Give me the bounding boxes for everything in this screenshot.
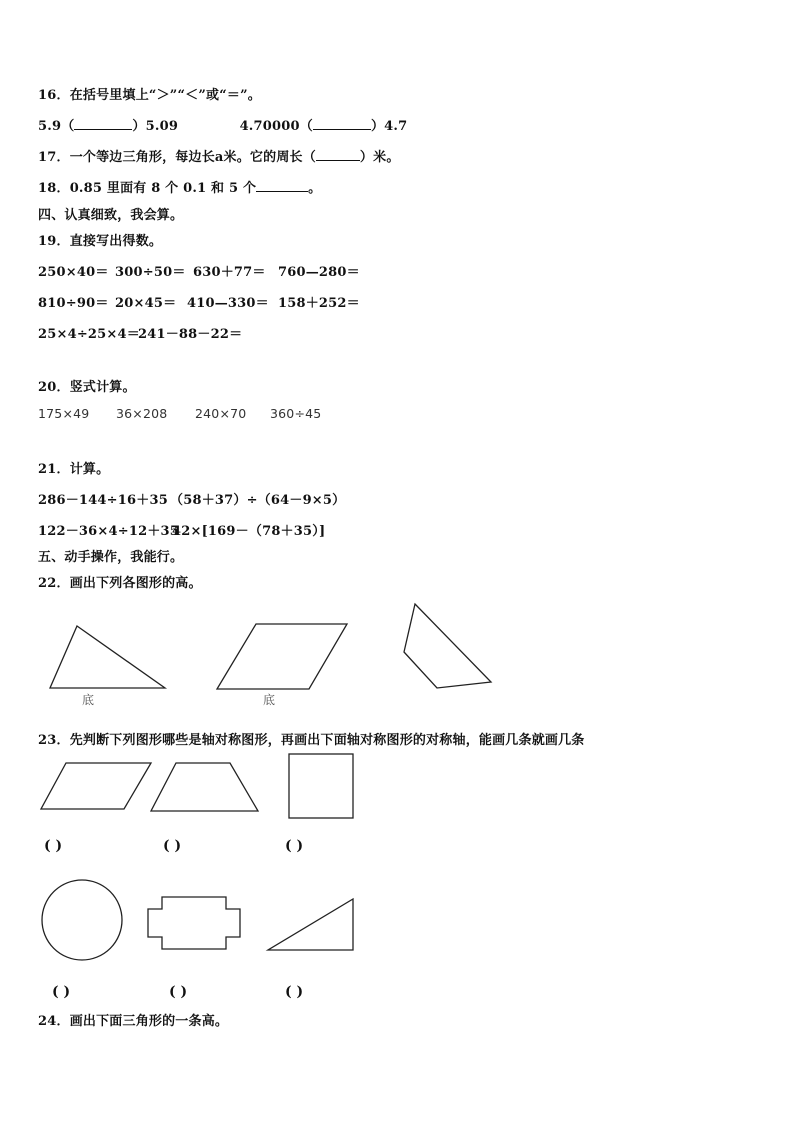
- q23-notched-rectangle: [148, 897, 240, 949]
- q17-before: 17．一个等边三角形，每边长a米。它的周长（: [38, 150, 316, 165]
- section4-heading: 四、认真细致，我会算。: [38, 208, 184, 223]
- q23-title: 23．先判断下列图形哪些是轴对称图形，再画出下面轴对称图形的对称轴，能画几条就画几条: [38, 733, 585, 748]
- q22-title: 22．画出下列各图形的高。: [38, 576, 202, 591]
- q23-paren-3[interactable]: ( ): [285, 838, 304, 854]
- q23-rectangle: [289, 754, 353, 818]
- q20-item-2: 36×208: [116, 406, 168, 421]
- q19-r3-1: 25×4÷25×4＝: [38, 327, 140, 342]
- q19-r1-2: 300÷50＝: [115, 265, 186, 280]
- q22-base-label-2: 底: [263, 693, 276, 707]
- q19-r1-3: 630＋77＝: [193, 265, 266, 280]
- q21-r2-2: 42×[169－（78＋35）]: [172, 524, 326, 539]
- q16-b-left: 4.70000（: [239, 119, 313, 134]
- q23-isosceles-trapezoid: [151, 763, 258, 811]
- q18-after: 。: [308, 181, 322, 196]
- q19-title: 19．直接写出得数。: [38, 234, 163, 249]
- q23-paren-2[interactable]: ( ): [163, 838, 182, 854]
- q19-r2-1: 810÷90＝: [38, 296, 109, 311]
- q23-paren-4[interactable]: ( ): [52, 984, 71, 1000]
- q22-base-label-1: 底: [82, 693, 95, 707]
- q22-trapezoid: [404, 604, 491, 688]
- q21-r2-1: 122－36×4÷12＋35: [38, 524, 180, 539]
- q22-triangle: [50, 626, 165, 688]
- q23-circle: [42, 880, 122, 960]
- q16-a-left: 5.9（: [38, 119, 75, 134]
- q23-parallelogram: [41, 763, 151, 809]
- q16-a-right: ）5.09: [132, 119, 179, 134]
- q21-title: 21．计算。: [38, 462, 110, 477]
- q20-item-1: 175×49: [38, 406, 90, 421]
- q18-before: 18．0.85 里面有 8 个 0.1 和 5 个: [38, 181, 257, 196]
- section5-heading: 五、动手操作，我能行。: [38, 550, 184, 565]
- q20-title: 20．竖式计算。: [38, 380, 136, 395]
- q23-paren-1[interactable]: ( ): [44, 838, 63, 854]
- q16-title: 16．在括号里填上“＞”“＜”或“＝”。: [38, 88, 261, 103]
- q19-r3-2: 241－88－22＝: [138, 327, 243, 342]
- q23-paren-5[interactable]: ( ): [169, 984, 188, 1000]
- q24-title: 24．画出下面三角形的一条高。: [38, 1014, 229, 1029]
- q17-after: ）米。: [359, 150, 400, 165]
- q22-parallelogram: [217, 624, 347, 689]
- q20-item-4: 360÷45: [270, 406, 322, 421]
- q19-r2-4: 158＋252＝: [278, 296, 360, 311]
- q23-paren-6[interactable]: ( ): [285, 984, 304, 1000]
- q16-b-right: ）4.7: [370, 119, 408, 134]
- q19-r2-2: 20×45＝: [115, 296, 177, 311]
- q23-right-triangle: [268, 899, 353, 950]
- q19-r1-4: 760—280＝: [278, 265, 360, 280]
- q20-item-3: 240×70: [195, 406, 247, 421]
- q19-r2-3: 410—330＝: [187, 296, 269, 311]
- q19-r1-1: 250×40＝: [38, 265, 109, 280]
- q21-r1-2: （58＋37）÷（64－9×5）: [170, 493, 346, 508]
- q21-r1-1: 286－144÷16＋35: [38, 493, 168, 508]
